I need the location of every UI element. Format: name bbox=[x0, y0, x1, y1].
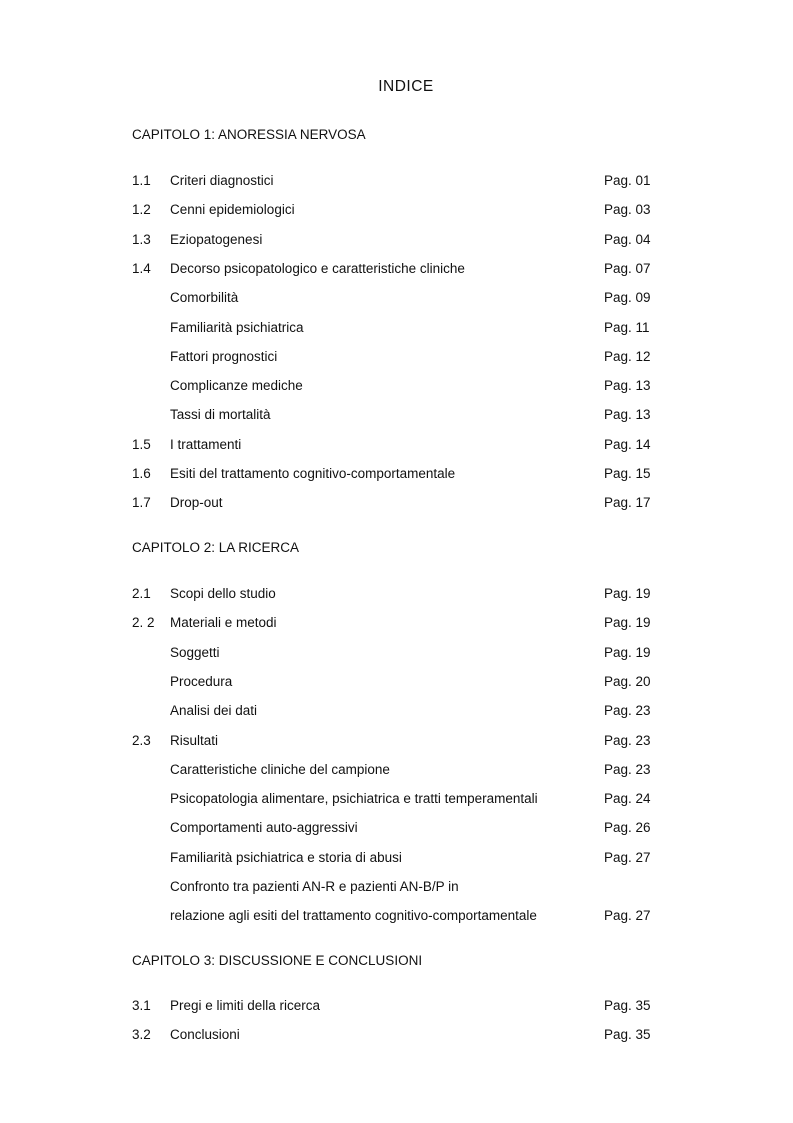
entry-title: Familiarità psichiatrica e storia di abusi bbox=[170, 849, 402, 865]
entry-page-number: Pag. 19 bbox=[604, 586, 651, 601]
toc-entry bbox=[132, 437, 672, 457]
entry-page-number: Pag. 27 bbox=[604, 908, 651, 924]
entry-number: 1.2 bbox=[132, 202, 151, 218]
entry-page-number: Pag. 11 bbox=[604, 319, 650, 335]
entry-page-number: Pag. 12 bbox=[604, 348, 651, 364]
toc-entry bbox=[132, 1027, 672, 1047]
entry-page-number: Pag. 19 bbox=[604, 644, 651, 660]
toc-entry bbox=[132, 202, 672, 222]
toc-entry bbox=[132, 173, 672, 193]
toc-entry bbox=[132, 820, 672, 840]
toc-entry bbox=[132, 615, 672, 635]
entry-page-number: Pag. 24 bbox=[604, 791, 651, 807]
toc-entry bbox=[132, 320, 672, 340]
toc-entry bbox=[132, 232, 672, 252]
entry-number: 3.1 bbox=[132, 998, 151, 1013]
entry-title: Familiarità psichiatrica bbox=[170, 319, 304, 335]
entry-number: 2.1 bbox=[132, 586, 151, 601]
toc-entry bbox=[132, 407, 672, 427]
entry-page-number: Pag. 20 bbox=[604, 673, 651, 689]
entry-page-number: Pag. 23 bbox=[604, 761, 651, 777]
toc-entry bbox=[132, 290, 672, 310]
entry-page-number: Pag. 15 bbox=[604, 466, 651, 481]
entry-number: 2.3 bbox=[132, 732, 151, 748]
entry-page-number: Pag. 19 bbox=[604, 615, 651, 631]
entry-page-number: Pag. 13 bbox=[604, 378, 651, 394]
entry-title: Risultati bbox=[170, 732, 219, 748]
entry-page-number: Pag. 14 bbox=[604, 436, 651, 452]
entry-title: Cenni epidemiologici bbox=[170, 202, 295, 218]
entry-number: 1.3 bbox=[132, 231, 151, 247]
entry-title: Decorso psicopatologico e caratteristiche cliniche bbox=[170, 260, 465, 276]
toc-entry bbox=[132, 261, 672, 281]
toc-entry bbox=[132, 879, 672, 899]
entry-title: Scopi dello studio bbox=[170, 586, 276, 601]
toc-entry bbox=[132, 645, 672, 665]
entry-number: 2. 2 bbox=[132, 615, 155, 631]
entry-number: 1.4 bbox=[132, 260, 151, 276]
entry-title: Tassi di mortalità bbox=[170, 407, 271, 423]
entry-title: relazione agli esiti del trattamento cognitivo-comportamentale bbox=[170, 908, 537, 924]
toc-entry bbox=[132, 495, 672, 515]
toc-entry bbox=[132, 850, 672, 870]
entry-page-number: Pag. 26 bbox=[604, 820, 651, 836]
entry-page-number: Pag. 23 bbox=[604, 703, 651, 719]
entry-title: Complicanze mediche bbox=[170, 378, 303, 394]
toc-entry bbox=[132, 791, 672, 811]
entry-number: 3.2 bbox=[132, 1027, 151, 1043]
entry-page-number: Pag. 09 bbox=[604, 290, 651, 306]
toc-entry bbox=[132, 762, 672, 782]
toc-entry bbox=[132, 703, 672, 723]
entry-number: 1.5 bbox=[132, 436, 151, 452]
entry-number: 1.1 bbox=[132, 173, 151, 188]
entry-page-number: Pag. 03 bbox=[604, 202, 651, 218]
entry-page-number: Pag. 13 bbox=[604, 407, 651, 423]
entry-title: Caratteristiche cliniche del campione bbox=[170, 761, 390, 777]
entry-title: Comportamenti auto-aggressivi bbox=[170, 820, 358, 836]
entry-title: Psicopatologia alimentare, psichiatrica e tratti temperamentali bbox=[170, 791, 538, 807]
entry-page-number: Pag. 07 bbox=[604, 260, 651, 276]
entry-page-number: Pag. 17 bbox=[604, 495, 651, 511]
toc-entry bbox=[132, 349, 672, 369]
toc-entry bbox=[132, 908, 672, 928]
toc-entry bbox=[132, 378, 672, 398]
toc-entry bbox=[132, 674, 672, 694]
entry-number: 1.7 bbox=[132, 495, 151, 511]
entry-page-number: Pag. 27 bbox=[604, 849, 651, 865]
entry-title: Materiali e metodi bbox=[170, 615, 277, 631]
entry-title: Soggetti bbox=[170, 644, 220, 660]
entry-page-number: Pag. 04 bbox=[604, 231, 651, 247]
chapter-heading: CAPITOLO 2: LA RICERCA bbox=[132, 540, 300, 555]
entry-title: Comorbilità bbox=[170, 290, 239, 306]
toc-entry bbox=[132, 733, 672, 753]
entry-title: Confronto tra pazienti AN-R e pazienti AN-B/P in bbox=[170, 879, 459, 894]
chapter-heading: CAPITOLO 1: ANORESSIA NERVOSA bbox=[132, 127, 366, 142]
entry-title: I trattamenti bbox=[170, 436, 242, 452]
toc-entry bbox=[132, 466, 672, 486]
entry-title: Drop-out bbox=[170, 495, 223, 511]
toc-entry bbox=[132, 586, 672, 606]
toc-entry bbox=[132, 998, 672, 1018]
entry-title: Conclusioni bbox=[170, 1027, 240, 1043]
page-title: INDICE bbox=[378, 78, 434, 95]
entry-page-number: Pag. 23 bbox=[604, 732, 651, 748]
entry-page-number: Pag. 35 bbox=[604, 998, 651, 1013]
entry-title: Esiti del trattamento cognitivo-comportamentale bbox=[170, 466, 456, 481]
entry-page-number: Pag. 01 bbox=[604, 173, 651, 188]
entry-number: 1.6 bbox=[132, 466, 151, 481]
entry-title: Criteri diagnostici bbox=[170, 173, 274, 188]
entry-title: Procedura bbox=[170, 673, 233, 689]
entry-title: Pregi e limiti della ricerca bbox=[170, 998, 321, 1013]
entry-title: Fattori prognostici bbox=[170, 348, 278, 364]
entry-title: Eziopatogenesi bbox=[170, 231, 263, 247]
entry-page-number: Pag. 35 bbox=[604, 1027, 651, 1043]
chapter-heading: CAPITOLO 3: DISCUSSIONE E CONCLUSIONI bbox=[132, 953, 423, 968]
entry-title: Analisi dei dati bbox=[170, 703, 258, 719]
